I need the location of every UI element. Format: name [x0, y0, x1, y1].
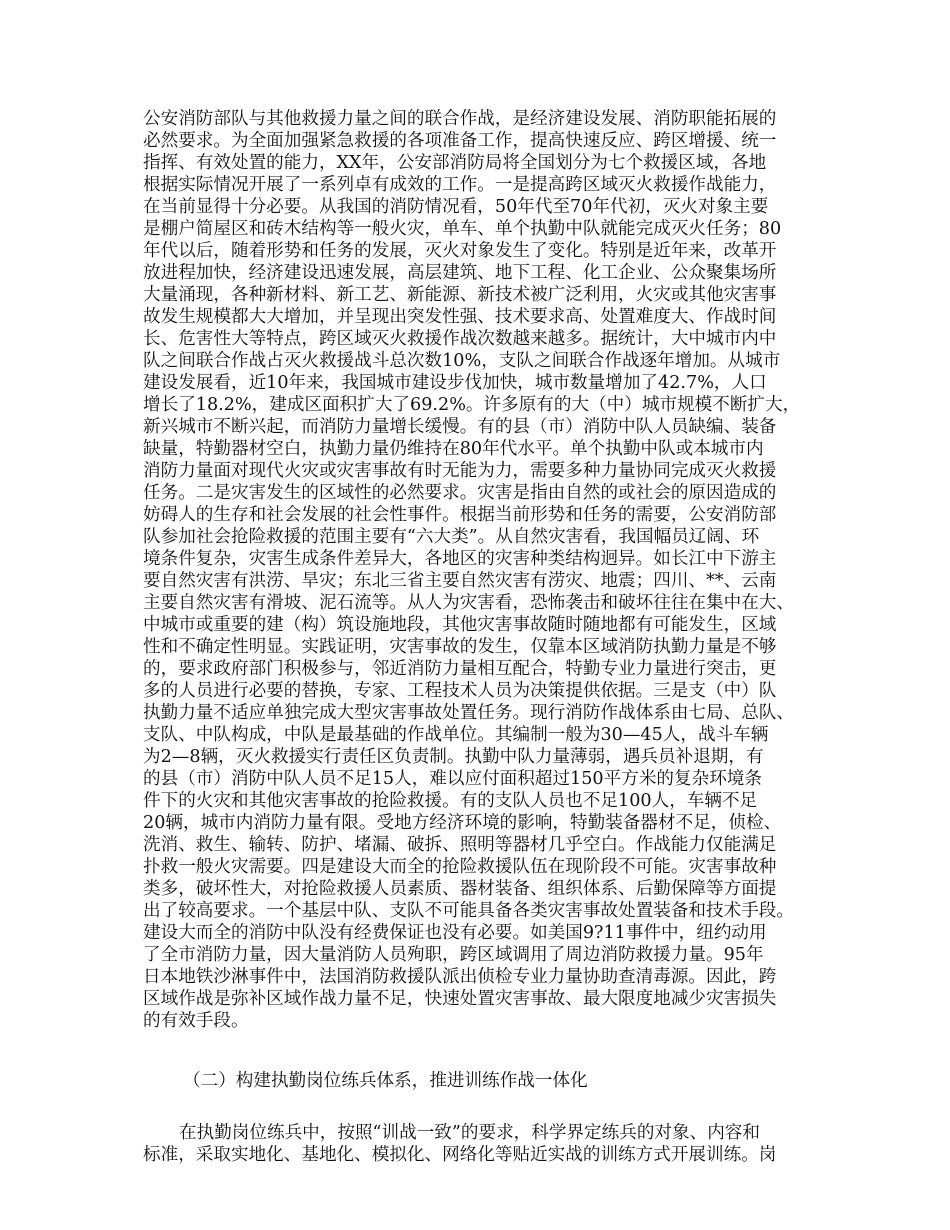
- text-line: 建设发展看，近10年来，我国城市建设步伐加快，城市数量增加了42.7%，人口: [143, 373, 767, 393]
- document-page: [143, 108, 810, 1166]
- text-line: 洗消、救生、输转、防护、堵漏、破拆、照明等器材几乎空白。作战能力仅能满足: [143, 835, 777, 855]
- text-line: 标准，采取实地化、基地化、模拟化、网络化等贴近实战的训练方式开展训练。岗: [143, 1145, 777, 1165]
- text-line: 建设大而全的消防中队没有经费保证也没有必要。如美国9?11事件中，纽约动用: [143, 923, 767, 943]
- text-line: 境条件复杂，灾害生成条件差异大，各地区的灾害种类结构迥异。如长江中下游主: [143, 549, 777, 569]
- text-line: 支队、中队构成，中队是最基础的作战单位。其编制一般为30—45人，战斗车辆: [143, 725, 769, 745]
- text-line: 缺量，特勤器材空白，执勤力量仍维持在80年代水平。单个执勤中队或本城市内: [143, 439, 764, 459]
- text-line: 类多，破坏性大，对抢险救援人员素质、器材装备、组织体系、后勤保障等方面提: [143, 879, 777, 899]
- paragraph-2: [143, 1122, 810, 1166]
- text-line: 妨碍人的生存和社会发展的社会性事件。根据当前形势和任务的需要，公安消防部: [143, 505, 777, 525]
- text-line: 出了较高要求。一个基层中队、支队不可能具备各类灾害事故处置装备和技术手段。: [143, 901, 794, 921]
- text-line: 故发生规模都大大增加，并呈现出突发性强、技术要求高、处置难度大、作战时间: [143, 307, 777, 327]
- text-line: 大量涌现，各种新材料、新工艺、新能源、新技术被广泛利用，火灾或其他灾害事: [143, 285, 777, 305]
- paragraph-1: [143, 108, 810, 1032]
- text-line: 多的人员进行必要的替换，专家、工程技术人员为决策提供依据。三是支（中）队: [143, 681, 777, 701]
- text-line: 必然要求。为全面加强紧急救援的各项准备工作，提高快速反应、跨区增援、统一: [143, 131, 777, 151]
- text-line: 日本地铁沙淋事件中，法国消防救援队派出侦检专业力量协助查清毒源。因此，跨: [143, 967, 777, 987]
- text-line: 的县（市）消防中队人员不足15人，难以应付面积超过150平方米的复杂环境条: [143, 769, 762, 789]
- text-line: 的有效手段。: [143, 1011, 249, 1031]
- text-line: 区域作战是弥补区域作战力量不足，快速处置灾害事故、最大限度地减少灾害损失: [143, 989, 777, 1009]
- text-line: 件下的火灾和其他灾害事故的抢险救援。有的支队人员也不足100人，车辆不足: [143, 791, 758, 811]
- text-line: 在执勤岗位练兵中，按照“训战一致”的要求，科学界定练兵的对象、内容和: [179, 1123, 760, 1143]
- text-line: 长、危害性大等特点，跨区域灭火救援作战次数越来越多。据统计，大中城市内中: [143, 329, 777, 349]
- text-line: 放进程加快，经济建设迅速发展，高层建筑、地下工程、化工企业、公众聚集场所: [143, 263, 777, 283]
- text-line: 年代以后，随着形势和任务的发展，灭火对象发生了变化。特别是近年来，改革开: [143, 241, 777, 261]
- text-line: 公安消防部队与其他救援力量之间的联合作战，是经济建设发展、消防职能拓展的: [143, 109, 777, 129]
- text-line: 20辆，城市内消防力量有限。受地方经济环境的影响，特勤装备器材不足，侦检、: [143, 813, 782, 833]
- text-line: 增长了18.2%，建成区面积扩大了69.2%。许多原有的大（中）城市规模不断扩大，: [143, 395, 801, 415]
- text-line: 队之间联合作战占灭火救援战斗总次数10%，支队之间联合作战逐年增加。从城市: [143, 351, 781, 371]
- text-line: 为2—8辆，灭火救援实行责任区负责制。执勤中队力量薄弱，遇兵员补退期，有: [143, 747, 764, 767]
- text-line: 指挥、有效处置的能力，XX年，公安部消防局将全国划分为七个救援区域，各地: [143, 153, 767, 173]
- section-heading: （二）构建执勤岗位练兵体系，推进训练作战一体化: [183, 1071, 588, 1091]
- text-line: 在当前显得十分必要。从我国的消防情况看，50年代至70年代初，灭火对象主要: [143, 197, 769, 217]
- text-line: 主要自然灾害有滑坡、泥石流等。从人为灾害看，恐怖袭击和破坏往往在集中在大、: [143, 593, 794, 613]
- text-line: 是棚户简屋区和砖木结构等一般火灾，单车、单个执勤中队就能完成灭火任务；80: [143, 219, 782, 239]
- text-line: 根据实际情况开展了一系列卓有成效的工作。一是提高跨区域灭火救援作战能力，: [143, 175, 777, 195]
- text-line: 消防力量面对现代火灾或灾害事故有时无能为力，需要多种力量协同完成灭火救援: [143, 461, 777, 481]
- text-line: 队参加社会抢险救援的范围主要有“六大类”。从自然灾害看，我国幅员辽阔、环: [143, 527, 760, 547]
- text-line: 新兴城市不断兴起，而消防力量增长缓慢。有的县（市）消防中队人员缺编、装备: [143, 417, 777, 437]
- text-line: 了全市消防力量，因大量消防人员殉职，跨区域调用了周边消防救援力量。95年: [143, 945, 764, 965]
- text-line: 性和不确定性明显。实践证明，灾害事故的发生，仅靠本区域消防执勤力量是不够: [143, 637, 777, 657]
- text-line: 中城市或重要的建（构）筑设施地段，其他灾害事故随时随地都有可能发生，区域: [143, 615, 777, 635]
- text-line: 扑救一般火灾需要。四是建设大而全的抢险救援队伍在现阶段不可能。灾害事故种: [143, 857, 777, 877]
- text-line: 要自然灾害有洪涝、旱灾；东北三省主要自然灾害有涝灾、地震；四川、**、云南: [143, 571, 777, 591]
- text-line: 任务。二是灾害发生的区域性的必然要求。灾害是指由自然的或社会的原因造成的: [143, 483, 777, 503]
- text-line: 执勤力量不适应单独完成大型灾害事故处置任务。现行消防作战体系由七局、总队、: [143, 703, 794, 723]
- text-line: 的，要求政府部门积极参与，邻近消防力量相互配合，特勤专业力量进行突击，更: [143, 659, 777, 679]
